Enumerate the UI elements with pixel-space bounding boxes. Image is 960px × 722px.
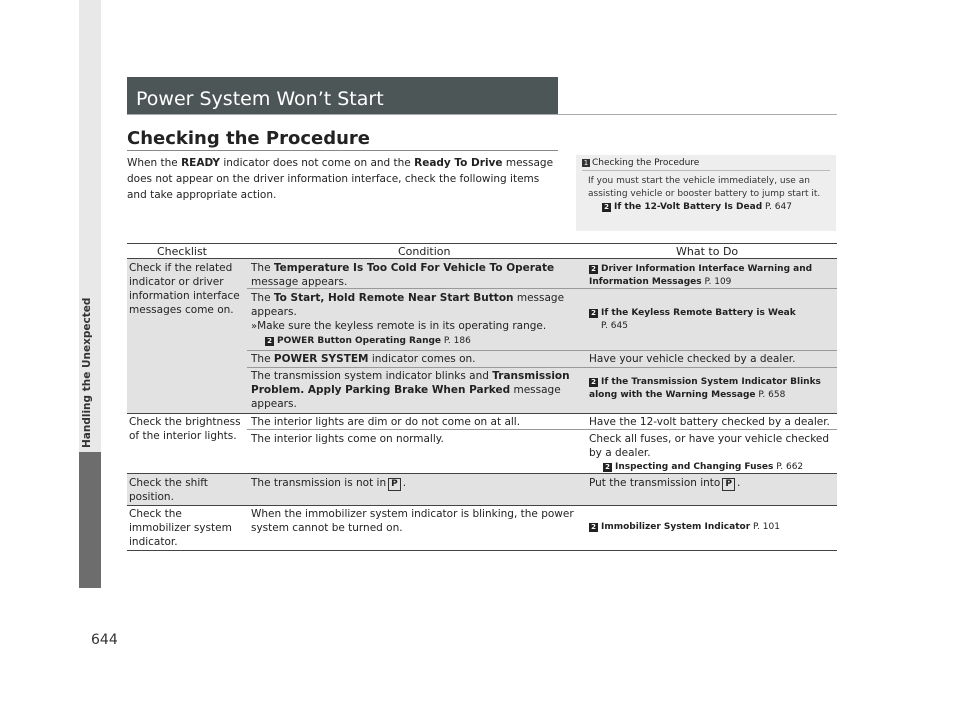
action-battery-check: Have the 12-volt battery checked by a dealer. <box>589 416 830 428</box>
page-number: 644 <box>91 632 118 648</box>
column-header-condition: Condition <box>398 245 451 258</box>
reference-link[interactable]: 2 Inspecting and Changing Fuses P. 662 <box>589 460 837 474</box>
condition-shift-position: The transmission is not in P . <box>251 477 407 489</box>
park-key-icon: P <box>388 478 401 491</box>
reference-link[interactable]: 2 If the Transmission System Indicator Blinks along with the Warning Message P. 658 <box>589 377 821 400</box>
condition-cold-temperature: The Temperature Is Too Cold For Vehicle To Operate message appears. <box>251 262 555 288</box>
chapter-label <box>81 430 93 448</box>
note-body: If you must start the vehicle immediately, use an assisting vehicle or booster battery to jump start it. <box>588 176 821 199</box>
page-title: Checking the Procedure <box>127 128 370 149</box>
action-dealer-check: Have your vehicle checked by a dealer. <box>589 353 796 365</box>
column-header-checklist: Checklist <box>157 245 207 258</box>
condition-lights-dim: The interior lights are dim or do not come on at all. <box>251 416 521 428</box>
reference-arrow-icon: 2 <box>602 203 611 212</box>
reference-arrow-icon: 2 <box>589 523 598 532</box>
note-reference-link[interactable]: 2 If the 12-Volt Battery Is Dead P. 647 <box>582 201 830 214</box>
condition-keyless-remote: The To Start, Hold Remote Near Start Button message appears. »Make sure the keyless remote is in its operating range. 2 POWER Button Operating Range P. 186 <box>251 291 571 348</box>
table-row: Check the shift position. <box>129 477 208 503</box>
table-row: Check the immobilizer system indicator. <box>129 508 232 548</box>
condition-power-system: The POWER SYSTEM indicator comes on. <box>251 353 476 365</box>
condition-transmission: The transmission system indicator blinks and Transmission Problem. Apply Parking Brake When Parked message appears. <box>251 370 570 410</box>
reference-arrow-icon: 2 <box>265 337 274 346</box>
table-row: Check the brightness of the interior lights. <box>129 416 241 442</box>
action-shift-to-park: Put the transmission into P . <box>589 477 741 489</box>
reference-link[interactable]: 2 POWER Button Operating Range P. 186 <box>251 334 571 348</box>
intro-paragraph: When the READY indicator does not come on and the Ready To Drive message does not appear on the driver information interface, check the following items and take appropriate action. <box>127 157 554 201</box>
title-divider <box>127 150 558 151</box>
section-divider <box>127 114 837 115</box>
action-check-fuses: Check all fuses, or have your vehicle checked by a dealer. 2 Inspecting and Changing Fuses P. 662 <box>589 432 837 474</box>
reference-link[interactable]: 2 Immobilizer System Indicator P. 101 <box>589 521 835 534</box>
section-title: Power System Won’t Start <box>127 77 558 114</box>
reference-arrow-icon: 2 <box>589 309 598 318</box>
table-header <box>127 243 837 259</box>
reference-link[interactable]: 2 If the Keyless Remote Battery is Weak P. 645 <box>589 307 835 333</box>
side-tab-marker <box>79 452 101 588</box>
park-key-icon: P <box>722 478 735 491</box>
condition-lights-normal: The interior lights come on normally. <box>251 433 444 445</box>
side-note: 1 Checking the Procedure If you must start the vehicle immediately, use an assisting vehicle or booster battery to jump start it. 2 If the 12-Volt Battery Is Dead P. 647 <box>576 155 836 231</box>
reference-arrow-icon: 2 <box>589 378 598 387</box>
condition-immobilizer: When the immobilizer system indicator is blinking, the power system cannot be turned on. <box>251 508 574 534</box>
reference-link[interactable]: 2 Driver Information Interface Warning and Information Messages P. 109 <box>589 264 813 287</box>
note-marker-icon: 1 <box>583 159 589 167</box>
reference-arrow-icon: 2 <box>589 265 598 274</box>
table-row: Check if the related indicator or driver information interface messages come on. <box>129 262 240 316</box>
reference-arrow-icon: 2 <box>603 463 612 472</box>
column-header-what-to-do: What to Do <box>676 245 739 258</box>
